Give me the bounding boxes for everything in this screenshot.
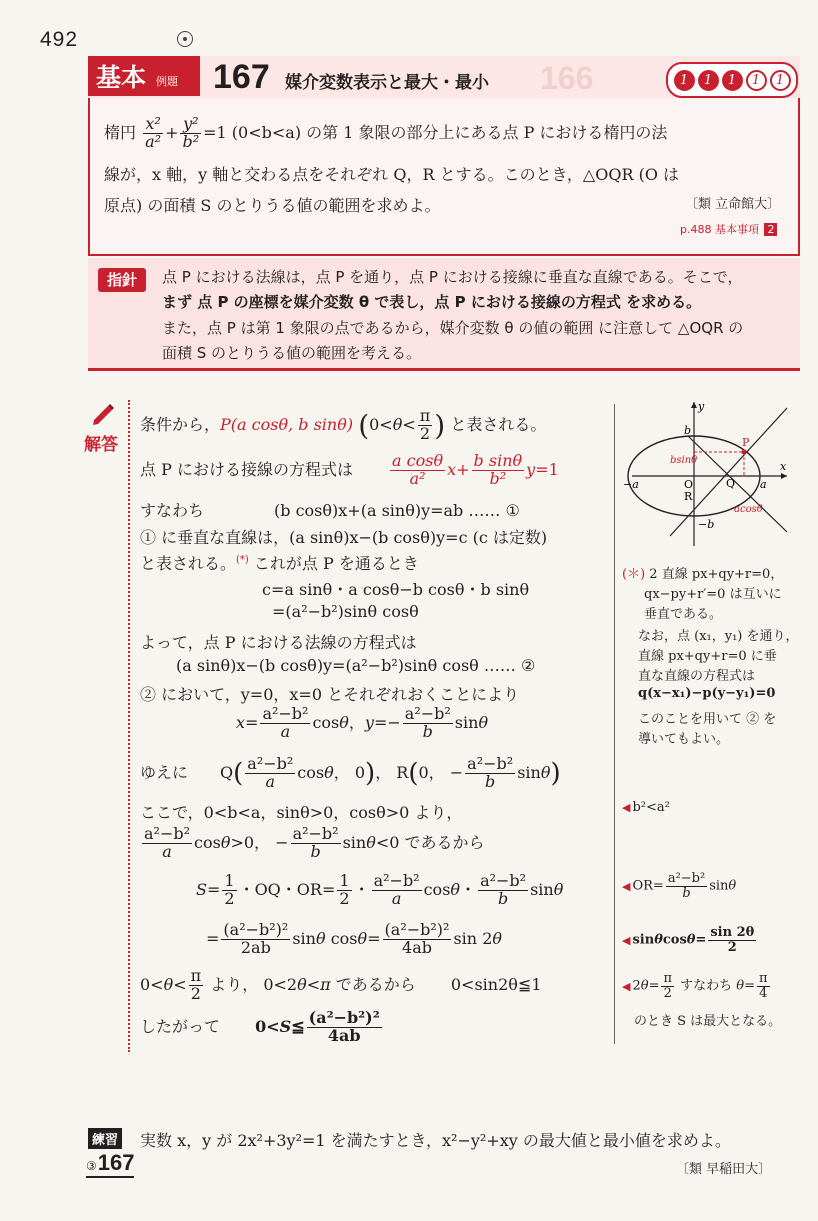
solution-line-3: すなわち (b cosθ)x+(a sinθ)y=ab …… ① bbox=[140, 501, 520, 520]
problem-line-1: 楕円 $\frac{\text{x²}}{\text{a²}}$ + $\frac{\text{y²}}{\text{b²}}$ =1 (0<b<a) の第 1 象限の部分上にある点 P における楕円の法 bbox=[104, 114, 668, 151]
problem-category-tag bbox=[88, 56, 200, 96]
solution-line-5: と表される。(*) これが点 P を通るとき bbox=[140, 554, 419, 573]
exercise-number: ③167 bbox=[86, 1150, 134, 1178]
problem-reference[interactable]: p.488 基本事項 2 bbox=[680, 221, 777, 237]
solution-line-6: c=a sinθ・a cosθ−b cosθ・b sinθ bbox=[262, 580, 530, 599]
pencil-icon bbox=[90, 400, 116, 426]
figure-bsin-label: bsinθ bbox=[670, 455, 698, 466]
figure-q-label: Q bbox=[726, 477, 736, 490]
side-note-or: ◀ OR= $\frac{\text{a²−b²}}{b}$ sinθ bbox=[622, 872, 736, 900]
figure-b-top-label: b bbox=[684, 424, 692, 437]
category-label: 基本 bbox=[96, 63, 147, 92]
problem-source: 〔類 立命館大〕 bbox=[685, 197, 781, 212]
ellipse-figure bbox=[622, 396, 792, 556]
category-sub-label: 例題 bbox=[156, 75, 178, 88]
side-column-rule bbox=[614, 404, 615, 1044]
difficulty-rating bbox=[666, 62, 798, 98]
hint-line: 点 P における法線は，点 P を通り，点 P における接線に垂直な直線である。そこで， bbox=[162, 268, 743, 286]
solution-line-17: 0<θ< $\frac{\pi}{2}$ より， 0<2θ<π であるから 0<sin2θ≦1 bbox=[140, 966, 542, 1003]
solution-line-18: したがって 0<S≦ $\frac{\text{(a²−b²)²}}{4ab}$ bbox=[140, 1008, 380, 1045]
exercise-text: 実数 x，y が 2x²+3y²=1 を満たすとき，x²−y²+xy の最大値と最小値を求めよ。 bbox=[140, 1131, 731, 1150]
side-note-line: 導いてもよい。 bbox=[638, 732, 730, 747]
solution-line-4: ① に垂直な直線は，(a sinθ)x−(b cosθ)y=c (c は定数) bbox=[140, 528, 548, 547]
hint-line: 面積 S のとりうる値の範囲を考える。 bbox=[162, 344, 422, 362]
side-note-double-angle: ◀ sinθcosθ= $\frac{\sin 2\theta}{2}$ bbox=[622, 926, 758, 954]
figure-r-label: R bbox=[684, 490, 693, 503]
solution-line-2: 点 P における接線の方程式は $\frac{\text{a cosθ}}{\text{a²}}$ x+ $\frac{\text{b sinθ}}{\text{b²}}$ y=1 bbox=[140, 451, 559, 488]
solution-line-15: S= $\frac{1}{2}$ ・OQ・OR= $\frac{1}{2}$ ・ $\frac{\text{a²−b²}}{a}$ cosθ・ $\frac{\text{a²−b²}}{b}$ sinθ bbox=[196, 871, 564, 908]
side-note-line: (＊) 2 直線 px+qy+r=0， bbox=[622, 567, 784, 582]
registration-mark-icon bbox=[177, 31, 193, 47]
figure-b-bottom-label: −b bbox=[698, 518, 715, 531]
difficulty-dot: 1 bbox=[674, 70, 695, 91]
problem-line-3: 原点) の面積 S のとりうる値の範囲を求めよ。 bbox=[104, 196, 441, 215]
figure-y-axis-label: y bbox=[698, 400, 705, 413]
ghost-problem-number: 166 bbox=[540, 60, 594, 96]
solution-line-10: ② において，y=0，x=0 とそれぞれおくことにより bbox=[140, 685, 520, 704]
solution-line-7: =(a²−b²)sinθ cosθ bbox=[272, 602, 419, 621]
ellipse-term-y: $\frac{\text{y²}}{\text{b²}}$ bbox=[182, 114, 200, 151]
side-note-line: このことを用いて ② を bbox=[638, 712, 777, 727]
figure-acos-label: acosθ bbox=[734, 504, 763, 515]
figure-a-left-label: −a bbox=[623, 478, 639, 491]
solution-line-16: = $\frac{\text{(a²−b²)²}}{2ab}$ sinθ cosθ= $\frac{\text{(a²−b²)²}}{4ab}$ sin 2θ bbox=[206, 920, 503, 957]
difficulty-dot: 1 bbox=[770, 70, 791, 91]
solution-line-11: x= $\frac{\text{a²−b²}}{a}$ cosθ，y=− $\frac{\text{a²−b²}}{b}$ sinθ bbox=[236, 704, 489, 741]
solution-line-8: よって，点 P における法線の方程式は bbox=[140, 633, 417, 652]
problem-number: 167 bbox=[213, 58, 270, 96]
side-note-line: なお，点 (x₁，y₁) を通り， bbox=[638, 629, 799, 644]
figure-a-right-label: a bbox=[760, 478, 767, 491]
side-note-line: 直な直線の方程式は bbox=[638, 669, 756, 684]
exercise-source: 〔類 早稲田大〕 bbox=[676, 1162, 772, 1177]
hint-line: まず 点 P の座標を媒介変数 θ で表し，点 P における接線の方程式 を求める。 bbox=[162, 293, 702, 311]
difficulty-dot: 1 bbox=[722, 70, 743, 91]
difficulty-dot: 1 bbox=[746, 70, 767, 91]
figure-x-axis-label: x bbox=[780, 460, 787, 473]
solution-label: 解答 bbox=[84, 435, 118, 455]
ellipse-term-x: $\frac{\text{x²}}{\text{a²}}$ bbox=[145, 114, 162, 151]
side-note-max: ◀ 2θ= $\frac{\pi}{2}$ すなわち θ= $\frac{\pi}{4}$ bbox=[622, 972, 772, 1000]
solution-margin-rule bbox=[128, 400, 130, 1052]
side-note-line: q(x−x₁)−p(y−y₁)=0 bbox=[638, 686, 776, 701]
side-note-line: 垂直である。 bbox=[644, 607, 723, 622]
problem-title: 媒介変数表示と最大・最小 bbox=[285, 73, 489, 93]
solution-line-12: ゆえに Q( $\frac{\text{a²−b²}}{a}$ cosθ， 0)， R(0， − $\frac{\text{a²−b²}}{b}$ sinθ) bbox=[140, 754, 561, 791]
side-note-line: qx−py+r′=0 は互いに bbox=[644, 587, 782, 602]
solution-line-13: ここで，0<b<a，sinθ>0，cosθ>0 より， bbox=[140, 803, 463, 822]
difficulty-dot: 1 bbox=[698, 70, 719, 91]
side-note-line: 直線 px+qy+r=0 に垂 bbox=[638, 649, 777, 664]
exercise-label: 練習 bbox=[88, 1128, 122, 1149]
problem-line-2: 線が，x 軸，y 軸と交わる点をそれぞれ Q，R とする。このとき，△OQR (O は bbox=[104, 165, 680, 184]
figure-origin-label: O bbox=[684, 478, 694, 491]
side-note-max-cont: のとき S は最大となる。 bbox=[634, 1014, 782, 1029]
solution-line-9: (a sinθ)x−(b cosθ)y=(a²−b²)sinθ cosθ …… ② bbox=[176, 656, 536, 675]
solution-line-1: 条件から，P(a cosθ, b sinθ) (0<θ< $\frac{\pi}{2}$ ) と表される。 bbox=[140, 406, 547, 443]
hint-line: また，点 P は第 1 象限の点であるから，媒介変数 θ の値の範囲 に注意して △OQR の bbox=[162, 319, 744, 337]
side-note-b2a2: ◀ b²<a² bbox=[622, 800, 670, 815]
page-number: 492 bbox=[40, 28, 79, 51]
solution-line-14: $\frac{\text{a²−b²}}{a}$ cosθ>0， − $\frac{\text{a²−b²}}{b}$ sinθ<0 であるから bbox=[144, 824, 485, 861]
hint-label: 指針 bbox=[98, 268, 146, 292]
figure-p-label: P bbox=[742, 436, 750, 449]
